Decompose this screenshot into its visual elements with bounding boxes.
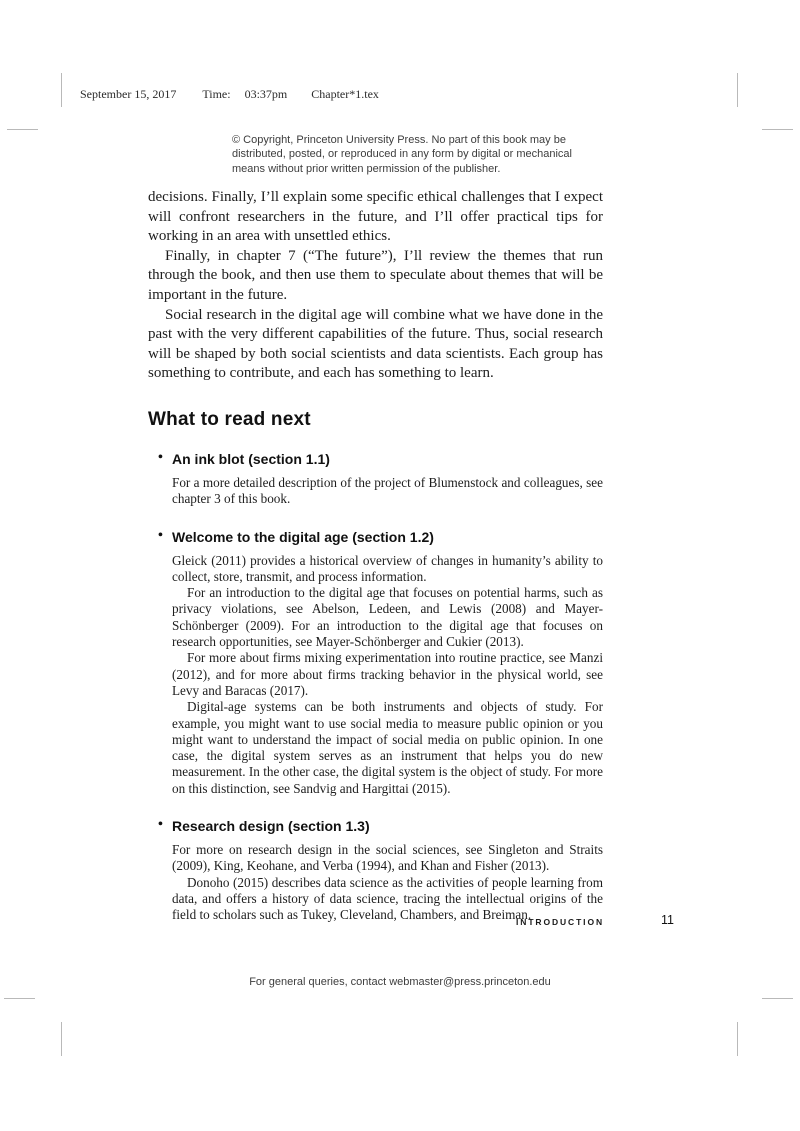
main-text-column bbox=[148, 188, 603, 923]
crop-mark-bottom-right-horizontal bbox=[762, 998, 793, 999]
read-next-item-research-design bbox=[148, 818, 603, 923]
running-head: INTRODUCTION bbox=[516, 917, 604, 927]
copyright-line: means without prior written permission of the publisher. bbox=[232, 162, 501, 175]
read-next-item-digital-age bbox=[148, 529, 603, 797]
read-next-paragraph: For a more detailed description of the project of Blumenstock and colleagues, see chapter 3 of this book. bbox=[172, 474, 603, 507]
read-next-item-ink-blot bbox=[148, 451, 603, 508]
section-heading-what-to-read-next: What to read next bbox=[148, 408, 311, 430]
crop-mark-bottom-left-horizontal bbox=[4, 998, 35, 999]
read-next-item-title: • Research design (section 1.3) bbox=[172, 818, 603, 834]
proof-time-label: Time: bbox=[202, 87, 231, 101]
read-next-item-title: • Welcome to the digital age (section 1.2) bbox=[172, 529, 603, 545]
page-number: 11 bbox=[661, 913, 674, 927]
crop-mark-bottom-left-vertical bbox=[61, 1022, 62, 1056]
copyright-notice bbox=[232, 133, 572, 176]
read-next-paragraph: Gleick (2011) provides a historical overview of changes in humanity’s ability to collect, store, transmit, and process information. bbox=[172, 552, 603, 584]
read-next-paragraph: For an introduction to the digital age that focuses on potential harms, such as privacy violations, see Abelson, Ledeen, and Lewis (2008) and Mayer-Schönberger (2009). For an introduction to the digital age that focuses on research opportunities, see Mayer-Schönberger and Cukier (2013). bbox=[172, 585, 603, 650]
read-next-item-title: • An ink blot (section 1.1) bbox=[172, 451, 603, 467]
read-next-paragraph: Donoho (2015) describes data science as the activities of people learning from data, and offers a history of data science, tracing the intellectual origins of the field to scholars such as Tukey, Cleveland, Chambers, and Breiman. bbox=[172, 874, 603, 923]
proof-header bbox=[80, 87, 379, 102]
read-next-paragraph: For more about firms mixing experimentation into routine practice, see Manzi (2012), and for more about firms tracking behavior in the physical world, see Levy and Baracas (2017). bbox=[172, 650, 603, 698]
body-paragraph: decisions. Finally, I’ll explain some specific ethical challenges that I expect will confront researchers in the future, and I’ll offer practical tips for working in an area with unsettled ethics. bbox=[148, 189, 603, 245]
body-paragraph: Social research in the digital age will combine what we have done in the past with the very different capabilities of the future. Thus, social research will be shaped by both social scientists and data scientists. Each group has something to contribute, and each has something to learn. bbox=[148, 306, 603, 382]
copyright-line: © Copyright, Princeton University Press. No part of this book may be bbox=[232, 134, 566, 146]
read-next-paragraph: For more on research design in the social sciences, see Singleton and Straits (2009), King, Keohane, and Verba (1994), and Khan and Fisher (2013). bbox=[172, 841, 603, 874]
body-paragraph: Finally, in chapter 7 (“The future”), I’ll review the themes that run through the book, and then use them to speculate about themes that will be important in the future. bbox=[148, 247, 603, 303]
read-next-item-body bbox=[172, 553, 603, 797]
crop-mark-top-left-horizontal bbox=[7, 129, 38, 130]
crop-mark-top-left-vertical bbox=[61, 73, 62, 107]
read-next-paragraph: Digital-age systems can be both instruments and objects of study. For example, you might want to use social media to measure public opinion or you might want to understand the impact of social media on public opinion. In one case, the digital system serves as an instrument that helps you do new measurement. In the other case, the digital system is the object of study. For more on this distinction, see Sandvig and Hargittai (2015). bbox=[172, 699, 603, 796]
read-next-item-body bbox=[172, 842, 603, 923]
proof-time-value: 03:37pm bbox=[244, 87, 288, 101]
proof-filename: Chapter*1.tex bbox=[311, 87, 379, 101]
proof-date: September 15, 2017 bbox=[80, 87, 177, 101]
crop-mark-top-right-horizontal bbox=[762, 129, 793, 130]
crop-mark-top-right-vertical bbox=[737, 73, 738, 107]
read-next-item-body bbox=[172, 475, 603, 508]
queries-note: For general queries, contact webmaster@press.princeton.edu bbox=[249, 976, 551, 988]
copyright-line: distributed, posted, or reproduced in any form by digital or mechanical bbox=[232, 148, 572, 161]
crop-mark-bottom-right-vertical bbox=[737, 1022, 738, 1056]
